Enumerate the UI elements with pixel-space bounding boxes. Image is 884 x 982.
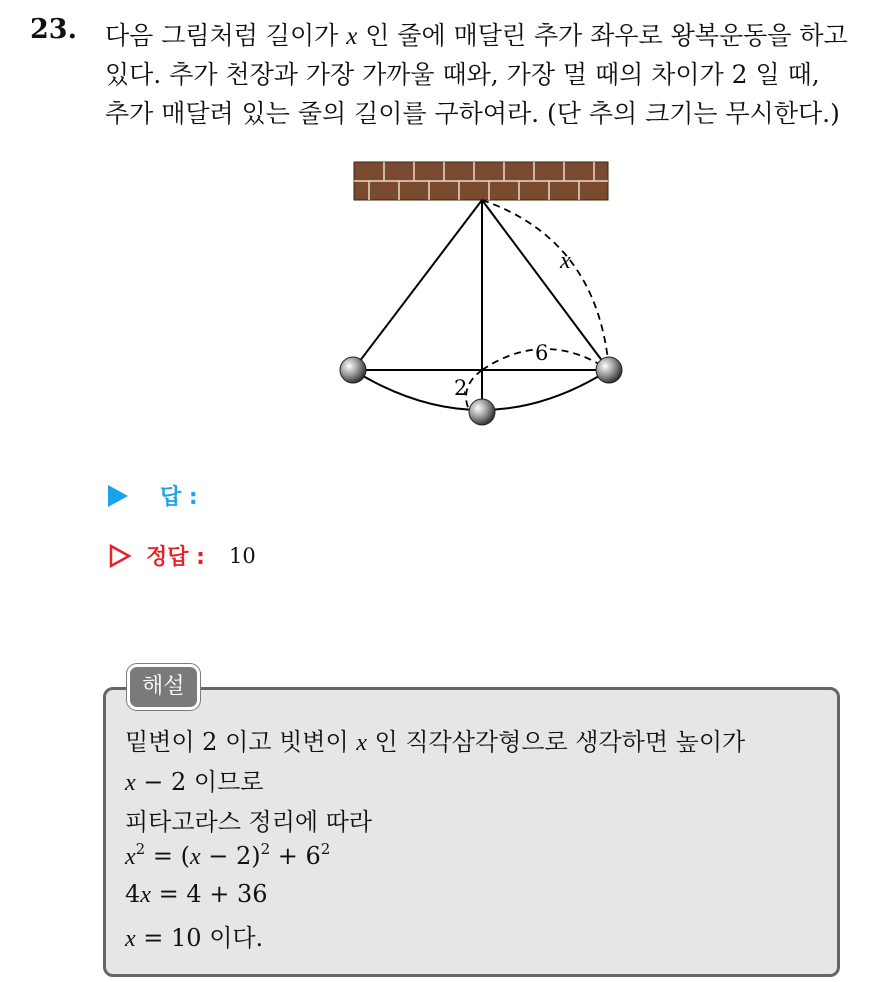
correct-answer-row — [108, 540, 256, 571]
solution-line-5: 4x = 4 + 36 — [125, 880, 268, 908]
label-x: x — [560, 248, 571, 274]
play-outline-icon — [108, 543, 132, 569]
question-line-2: 있다. 추가 천장과 가장 가까울 때와, 가장 멀 때의 차이가 2 일 때, — [105, 60, 820, 89]
correct-answer-value: 10 — [228, 543, 256, 568]
correct-answer-label: 정답 : — [146, 545, 205, 570]
question-number: 23. — [30, 14, 77, 45]
solution-line-2: x − 2 이므로 — [125, 768, 264, 796]
ball-bottom — [469, 399, 495, 425]
solution-line-3: 피타고라스 정리에 따라 — [125, 808, 373, 836]
answer-label: 답 : — [160, 485, 198, 510]
pendulum-figure — [330, 150, 630, 440]
label-2: 2 — [454, 376, 468, 400]
solution-line-1: 밑변이 2 이고 빗변이 x 인 직각삼각형으로 생각하면 높이가 — [125, 728, 746, 756]
answer-row — [108, 480, 198, 511]
string-left — [353, 200, 482, 370]
question-line-1: 다음 그림처럼 길이가 x 인 줄에 매달린 추가 좌우로 왕복운동을 하고 — [105, 21, 848, 50]
ceiling — [354, 162, 608, 200]
ball-left — [340, 357, 366, 383]
solution-tag: 해설 — [127, 664, 200, 710]
question-line-3: 추가 매달려 있는 줄의 길이를 구하여라. (단 추의 크기는 무시한다.) — [105, 99, 840, 128]
solution-line-4: $x^2 = (x - 2)^2 + 6^2$ — [125, 840, 331, 870]
ball-right — [596, 357, 622, 383]
solution-line-6: x = 10 이다. — [125, 924, 264, 952]
play-solid-icon — [108, 485, 128, 507]
label-6: 6 — [535, 341, 549, 365]
